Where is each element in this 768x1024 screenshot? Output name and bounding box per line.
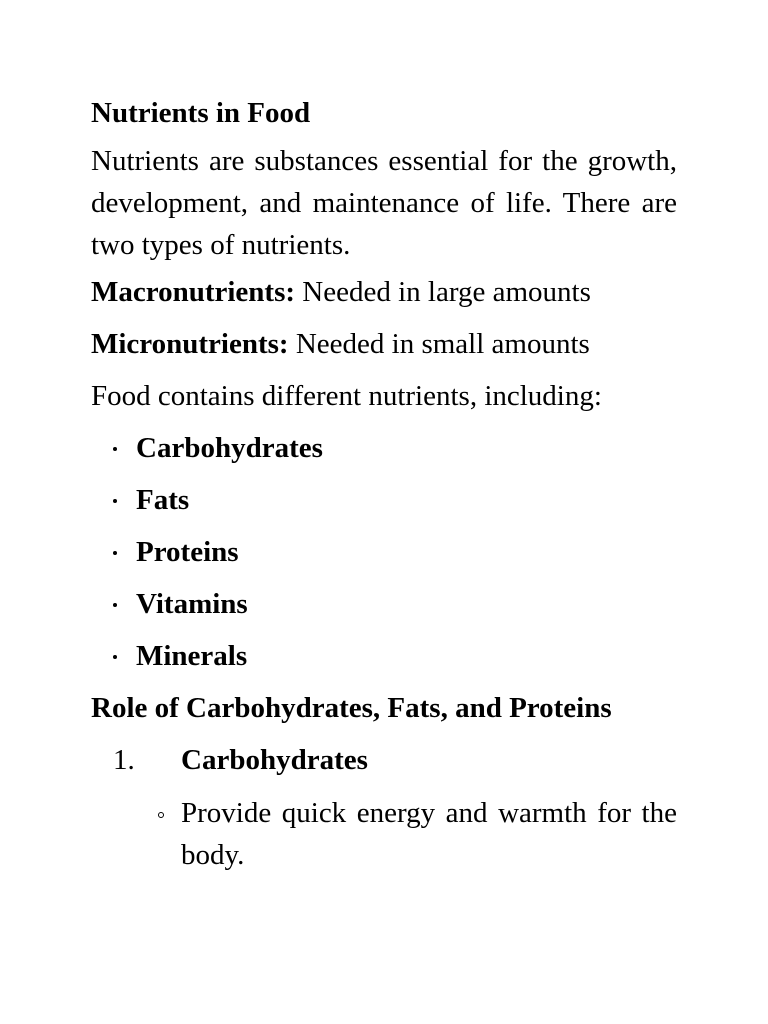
intro-paragraph: Nutrients are substances essential for the growth, development, and maintenance of life. There are two types of nutrients.: [91, 145, 677, 261]
definition-desc: Needed in large amounts: [295, 276, 591, 308]
numbered-item: [91, 740, 677, 780]
definition-micronutrients: [91, 324, 677, 364]
nutrient-label: Proteins: [136, 536, 239, 568]
bullet-icon: [113, 603, 117, 607]
definition-desc: Needed in small amounts: [288, 328, 590, 360]
bullet-icon: [113, 499, 117, 503]
nutrient-label: Carbohydrates: [136, 432, 323, 464]
list-item: [91, 428, 677, 468]
list-item: [91, 532, 677, 572]
definition-macronutrients: [91, 272, 677, 312]
bullet-icon: [113, 551, 117, 555]
nutrient-label: Vitamins: [136, 588, 248, 620]
circle-bullet-icon: [158, 812, 164, 818]
list-item: [91, 636, 677, 676]
item-title: Carbohydrates: [181, 744, 368, 776]
role-heading: Role of Carbohydrates, Fats, and Proteins: [91, 692, 612, 724]
nutrient-list: [91, 428, 677, 676]
lead-sentence: Food contains different nutrients, including:: [91, 380, 602, 412]
list-item: [91, 584, 677, 624]
definition-term: Micronutrients:: [91, 328, 289, 360]
nutrient-label: Minerals: [136, 640, 248, 672]
item-number: 1.: [113, 744, 135, 776]
nutrient-label: Fats: [136, 484, 190, 516]
section-title: Nutrients in Food: [91, 97, 311, 129]
list-item: [91, 480, 677, 520]
sub-item-text: Provide quick energy and warmth for the body.: [181, 797, 677, 871]
document-page: [91, 93, 677, 876]
bullet-icon: [113, 655, 117, 659]
definition-term: Macronutrients:: [91, 276, 296, 308]
bullet-icon: [113, 447, 117, 451]
sub-list-item: [91, 792, 677, 876]
